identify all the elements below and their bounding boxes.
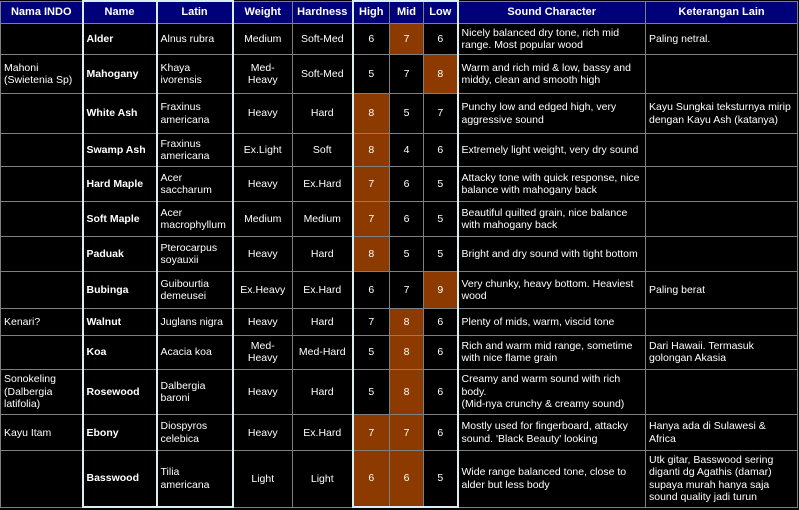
sound-character-cell: Extremely light weight, very dry sound [458, 133, 646, 167]
low-rating-cell: 8 [424, 55, 458, 94]
keterangan-cell [646, 167, 798, 202]
sound-character-cell: Wide range balanced tone, close to alder but less body [458, 451, 646, 507]
table-row [1, 451, 798, 507]
high-rating-cell: 8 [353, 237, 390, 272]
table-row [1, 23, 798, 55]
weight-cell: Heavy [233, 94, 293, 133]
low-rating-cell: 6 [424, 415, 458, 451]
nama-indo-cell [1, 237, 83, 272]
mid-rating-cell: 6 [390, 202, 424, 237]
weight-cell: Heavy [233, 237, 293, 272]
low-rating-cell: 5 [424, 202, 458, 237]
table-row [1, 167, 798, 202]
weight-cell: Heavy [233, 415, 293, 451]
hardness-cell: Med-Hard [293, 335, 353, 369]
low-rating-cell: 6 [424, 23, 458, 55]
nama-indo-cell [1, 202, 83, 237]
keterangan-cell [646, 133, 798, 167]
nama-indo-cell: Kayu Itam [1, 415, 83, 451]
sound-character-cell: Very chunky, heavy bottom. Heaviest wood [458, 272, 646, 309]
header-keterangan-lain: Keterangan Lain [646, 1, 798, 23]
latin-cell: Acacia koa [157, 335, 233, 369]
header-nama-indo: Nama INDO [1, 1, 83, 23]
keterangan-cell: Utk gitar, Basswood sering diganti dg Agathis (damar) supaya murah hanya saja sound quality jadi turun [646, 451, 798, 507]
low-rating-cell: 5 [424, 167, 458, 202]
name-cell: Swamp Ash [83, 133, 157, 167]
low-rating-cell: 6 [424, 309, 458, 335]
nama-indo-cell: Sonokeling (Dalbergia latifolia) [1, 369, 83, 415]
sound-character-cell: Bright and dry sound with tight bottom [458, 237, 646, 272]
keterangan-cell: Kayu Sungkai teksturnya mirip dengan Kayu Ash (katanya) [646, 94, 798, 133]
latin-cell: Tilia americana [157, 451, 233, 507]
table-row [1, 309, 798, 335]
latin-cell: Diospyros celebica [157, 415, 233, 451]
keterangan-cell: Hanya ada di Sulawesi & Africa [646, 415, 798, 451]
sound-character-cell: Rich and warm mid range, sometime with nice flame grain [458, 335, 646, 369]
table-row [1, 202, 798, 237]
high-rating-cell: 7 [353, 202, 390, 237]
header-name: Name [83, 1, 157, 23]
name-cell: Bubinga [83, 272, 157, 309]
latin-cell: Acer saccharum [157, 167, 233, 202]
low-rating-cell: 5 [424, 451, 458, 507]
nama-indo-cell [1, 335, 83, 369]
weight-cell: Ex.Heavy [233, 272, 293, 309]
nama-indo-cell [1, 167, 83, 202]
mid-rating-cell: 5 [390, 94, 424, 133]
mid-rating-cell: 6 [390, 167, 424, 202]
table-row [1, 272, 798, 309]
weight-cell: Medium [233, 202, 293, 237]
table-row [1, 55, 798, 94]
high-rating-cell: 6 [353, 451, 390, 507]
weight-cell: Ex.Light [233, 133, 293, 167]
hardness-cell: Hard [293, 94, 353, 133]
sound-character-cell: Punchy low and edged high, very aggressive sound [458, 94, 646, 133]
weight-cell: Medium [233, 23, 293, 55]
weight-cell: Light [233, 451, 293, 507]
header-sound-character: Sound Character [458, 1, 646, 23]
keterangan-cell: Paling netral. [646, 23, 798, 55]
high-rating-cell: 8 [353, 133, 390, 167]
name-cell: Rosewood [83, 369, 157, 415]
weight-cell: Heavy [233, 167, 293, 202]
keterangan-cell [646, 237, 798, 272]
header-high: High [353, 1, 390, 23]
nama-indo-cell [1, 272, 83, 309]
latin-cell: Guibourtia demeusei [157, 272, 233, 309]
latin-cell: Khaya ivorensis [157, 55, 233, 94]
hardness-cell: Hard [293, 369, 353, 415]
hardness-cell: Soft-Med [293, 55, 353, 94]
mid-rating-cell: 4 [390, 133, 424, 167]
sound-character-cell: Plenty of mids, warm, viscid tone [458, 309, 646, 335]
hardness-cell: Soft-Med [293, 23, 353, 55]
high-rating-cell: 6 [353, 23, 390, 55]
high-rating-cell: 6 [353, 272, 390, 309]
nama-indo-cell: Mahoni (Swietenia Sp) [1, 55, 83, 94]
mid-rating-cell: 8 [390, 309, 424, 335]
mid-rating-cell: 6 [390, 451, 424, 507]
table-row [1, 335, 798, 369]
keterangan-cell [646, 202, 798, 237]
high-rating-cell: 5 [353, 55, 390, 94]
high-rating-cell: 8 [353, 94, 390, 133]
low-rating-cell: 9 [424, 272, 458, 309]
low-rating-cell: 7 [424, 94, 458, 133]
latin-cell: Acer macrophyllum [157, 202, 233, 237]
hardness-cell: Hard [293, 237, 353, 272]
hardness-cell: Soft [293, 133, 353, 167]
mid-rating-cell: 5 [390, 237, 424, 272]
sound-character-cell: Mostly used for fingerboard, attacky sound. 'Black Beauty' looking [458, 415, 646, 451]
mid-rating-cell: 7 [390, 272, 424, 309]
header-weight: Weight [233, 1, 293, 23]
table-row [1, 237, 798, 272]
table-row [1, 94, 798, 133]
high-rating-cell: 7 [353, 167, 390, 202]
high-rating-cell: 5 [353, 335, 390, 369]
latin-cell: Pterocarpus soyauxii [157, 237, 233, 272]
sound-character-cell: Nicely balanced dry tone, rich mid range. Most popular wood [458, 23, 646, 55]
table-row [1, 415, 798, 451]
name-cell: Hard Maple [83, 167, 157, 202]
keterangan-cell: Dari Hawaii. Termasuk golongan Akasia [646, 335, 798, 369]
name-cell: Soft Maple [83, 202, 157, 237]
mid-rating-cell: 8 [390, 335, 424, 369]
high-rating-cell: 5 [353, 369, 390, 415]
nama-indo-cell [1, 133, 83, 167]
nama-indo-cell [1, 23, 83, 55]
hardness-cell: Medium [293, 202, 353, 237]
hardness-cell: Hard [293, 309, 353, 335]
low-rating-cell: 6 [424, 369, 458, 415]
name-cell: Walnut [83, 309, 157, 335]
latin-cell: Dalbergia baroni [157, 369, 233, 415]
name-cell: White Ash [83, 94, 157, 133]
name-cell: Mahogany [83, 55, 157, 94]
mid-rating-cell: 8 [390, 369, 424, 415]
nama-indo-cell [1, 451, 83, 507]
hardness-cell: Ex.Hard [293, 415, 353, 451]
name-cell: Ebony [83, 415, 157, 451]
table-row [1, 133, 798, 167]
table-row [1, 369, 798, 415]
keterangan-cell [646, 55, 798, 94]
nama-indo-cell: Kenari? [1, 309, 83, 335]
header-mid: Mid [390, 1, 424, 23]
keterangan-cell: Paling berat [646, 272, 798, 309]
mid-rating-cell: 7 [390, 415, 424, 451]
latin-cell: Juglans nigra [157, 309, 233, 335]
low-rating-cell: 6 [424, 335, 458, 369]
sound-character-cell: Warm and rich mid & low, bassy and middy, clean and smooth high [458, 55, 646, 94]
hardness-cell: Light [293, 451, 353, 507]
weight-cell: Heavy [233, 309, 293, 335]
weight-cell: Heavy [233, 369, 293, 415]
header-low: Low [424, 1, 458, 23]
hardness-cell: Ex.Hard [293, 272, 353, 309]
low-rating-cell: 6 [424, 133, 458, 167]
header-hardness: Hardness [293, 1, 353, 23]
latin-cell: Alnus rubra [157, 23, 233, 55]
header-latin: Latin [157, 1, 233, 23]
mid-rating-cell: 7 [390, 23, 424, 55]
sound-character-cell: Beautiful quilted grain, nice balance with mahogany back [458, 202, 646, 237]
latin-cell: Fraxinus americana [157, 94, 233, 133]
header-row [1, 1, 798, 23]
sound-character-cell: Attacky tone with quick response, nice balance with mahogany back [458, 167, 646, 202]
low-rating-cell: 5 [424, 237, 458, 272]
high-rating-cell: 7 [353, 309, 390, 335]
name-cell: Koa [83, 335, 157, 369]
nama-indo-cell [1, 94, 83, 133]
keterangan-cell [646, 309, 798, 335]
name-cell: Basswood [83, 451, 157, 507]
name-cell: Paduak [83, 237, 157, 272]
high-rating-cell: 7 [353, 415, 390, 451]
hardness-cell: Ex.Hard [293, 167, 353, 202]
weight-cell: Med-Heavy [233, 335, 293, 369]
mid-rating-cell: 7 [390, 55, 424, 94]
weight-cell: Med-Heavy [233, 55, 293, 94]
latin-cell: Fraxinus americana [157, 133, 233, 167]
keterangan-cell [646, 369, 798, 415]
sound-character-cell: Creamy and warm sound with rich body. (Mid-nya crunchy & creamy sound) [458, 369, 646, 415]
name-cell: Alder [83, 23, 157, 55]
